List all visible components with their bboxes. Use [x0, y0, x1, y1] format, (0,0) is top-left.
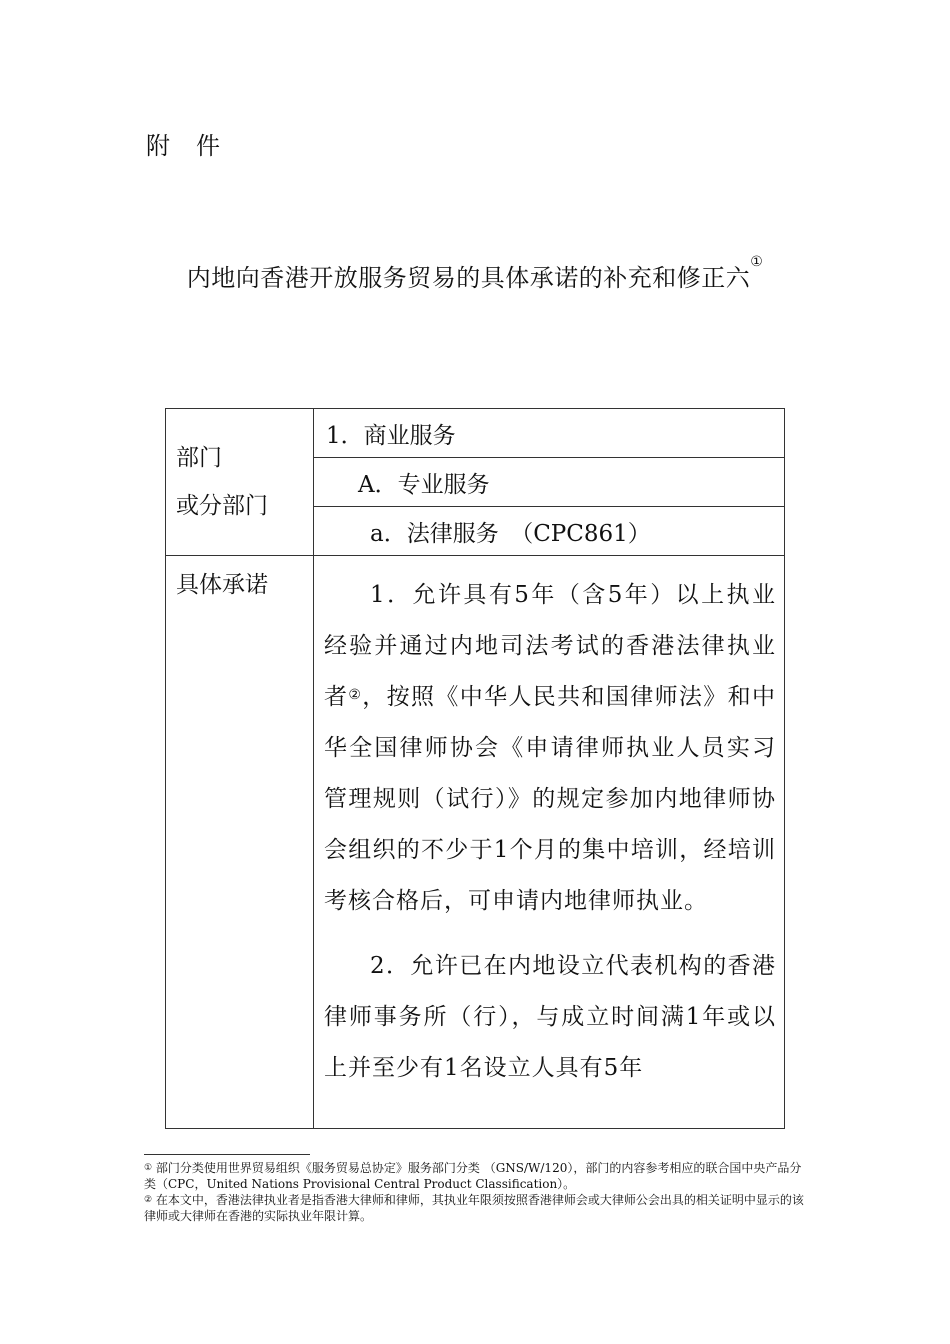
commitment-label: 具体承诺 — [166, 556, 314, 1129]
para1-footnote-mark: ② — [348, 687, 363, 703]
sector-label-line1: 部门 — [176, 445, 222, 471]
footnote-2-text: 在本文中，香港法律执业者是指香港大律师和律师，其执业年限须按照香港律师会或大律师公会出具的相关证明中显示的该律师或大律师在香港的实际执业年限计算。 — [144, 1193, 804, 1223]
commitment-table — [165, 408, 785, 1129]
commitment-body — [314, 556, 785, 1129]
sector-level3: a．法律服务 （CPC861） — [314, 507, 785, 556]
title-footnote-mark: ① — [750, 254, 764, 270]
document-title — [0, 254, 950, 293]
sector-label-line2: 或分部门 — [176, 493, 268, 519]
footnote-2-mark: ② — [144, 1195, 153, 1205]
footnote-1 — [144, 1160, 809, 1192]
footnotes — [144, 1160, 809, 1224]
footnote-divider — [144, 1154, 310, 1155]
document-title-text: 内地向香港开放服务贸易的具体承诺的补充和修正六 — [186, 264, 751, 292]
para1-text-b: ，按照《中华人民共和国律师法》和中华全国律师协会《申请律师执业人员实习管理规则（试行）》的规定参加内地律师协会组织的不少于1个月的集中培训，经培训考核合格后，可申请内地律师执业。 — [324, 684, 777, 914]
footnote-1-mark: ① — [144, 1163, 153, 1173]
footnote-1-text: 部门分类使用世界贸易组织《服务贸易总协定》服务部门分类 （GNS/W/120），部门的内容参考相应的联合国中央产品分类（CPC，United Nations Provisional Central Product Classification）。 — [144, 1161, 802, 1191]
para1-text-a: 1．允许具有5年（含5年）以上执业经验并通过内地司法考试的香港法律执业者 — [324, 582, 776, 710]
attachment-label: 附件 — [146, 132, 246, 160]
sector-label-cell — [166, 409, 314, 556]
footnote-2 — [144, 1192, 809, 1224]
commitment-paragraph-2: 2．允许已在内地设立代表机构的香港律师事务所（行），与成立时间满1年或以上并至少有1名设立人具有5年 — [324, 953, 776, 1081]
sector-level2: A．专业服务 — [314, 458, 785, 507]
commitment-paragraph-1 — [324, 570, 776, 927]
sector-level1: 1．商业服务 — [314, 409, 785, 458]
